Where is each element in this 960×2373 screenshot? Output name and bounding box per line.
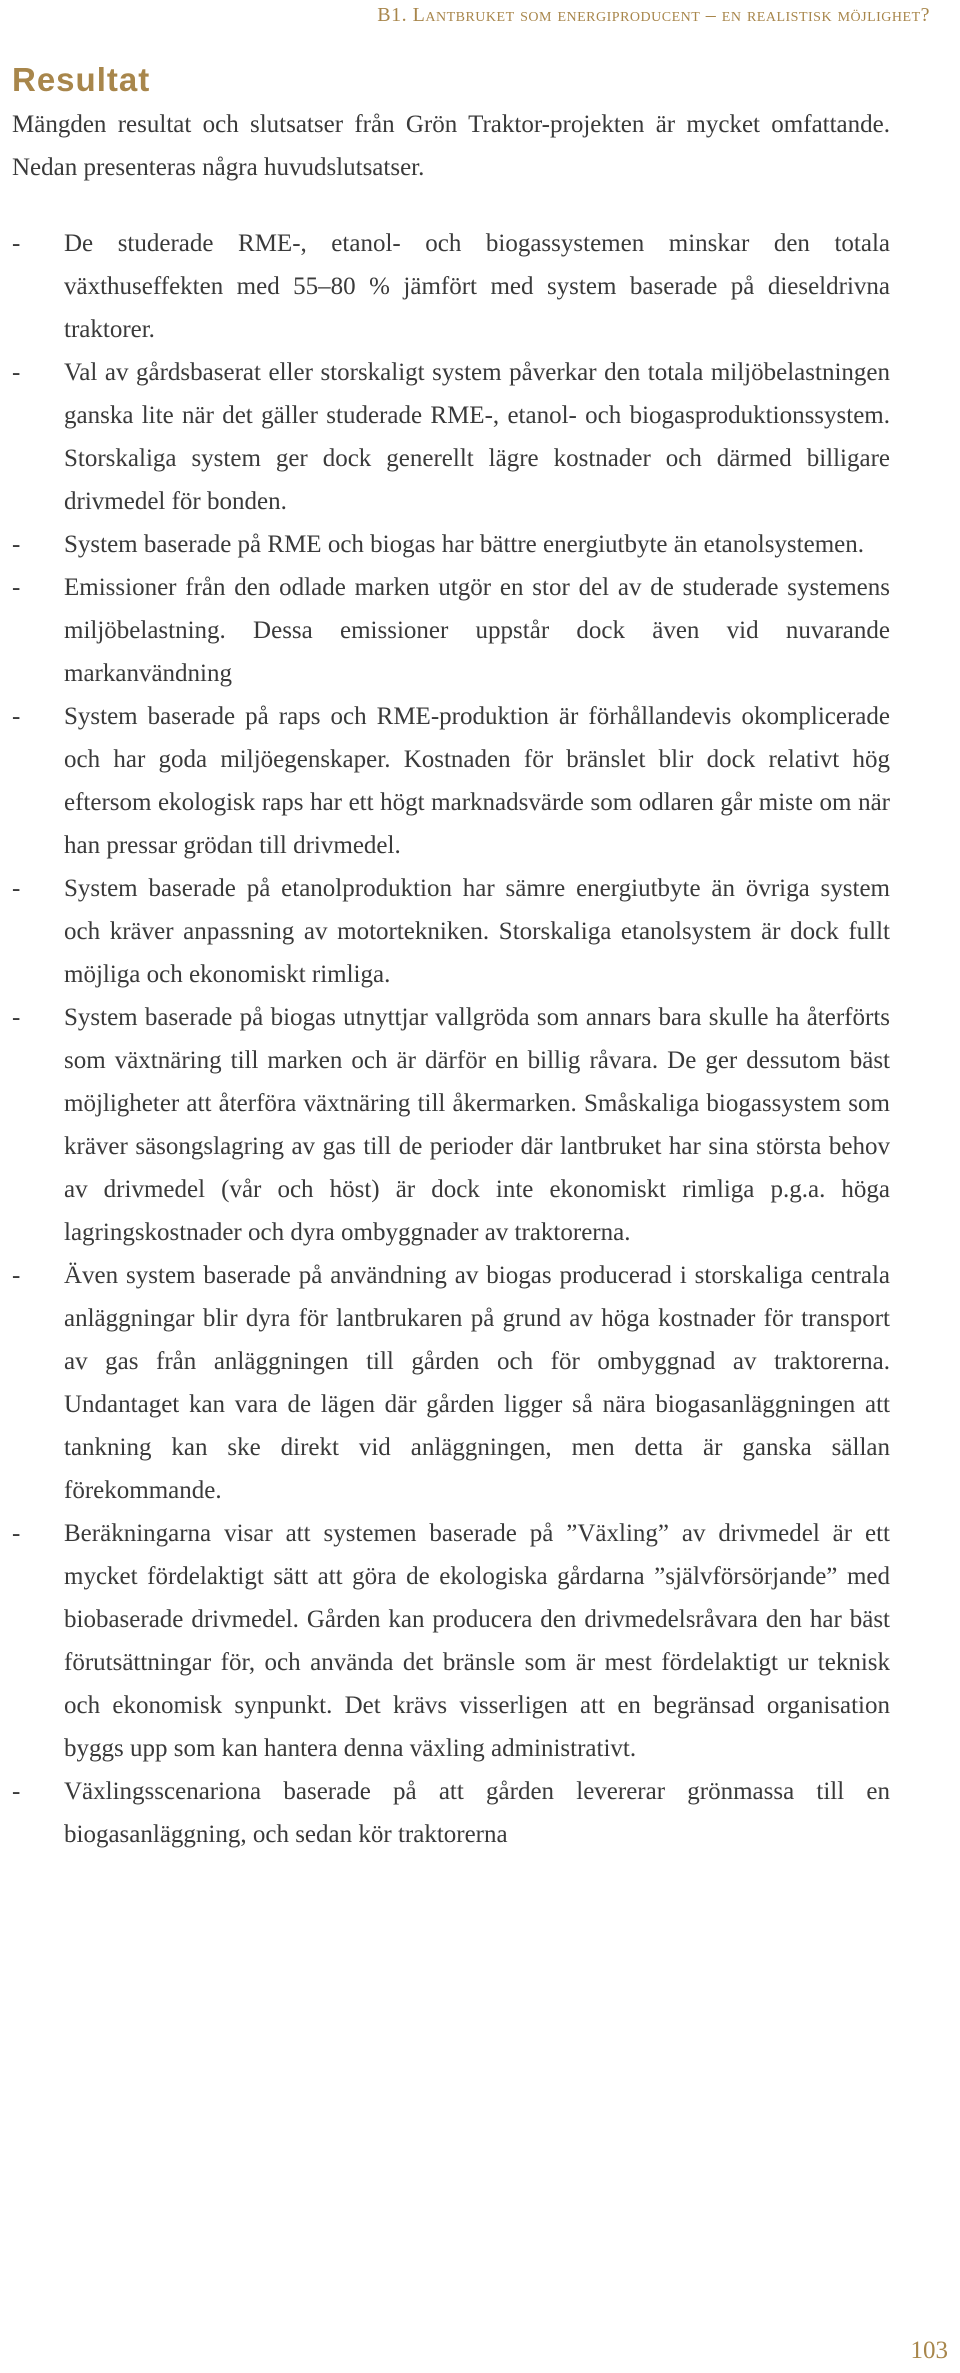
list-item bbox=[12, 523, 890, 566]
list-item bbox=[12, 996, 890, 1254]
list-item-text: Beräkningarna visar att systemen baserade på ”Växling” av drivmedel är ett mycket fördelaktigt sätt att göra de ekologiska gårdarna ”självförsörjande” med biobaserade drivmedel. Gården kan producera den drivmedelsråvara den har bäst förutsättningar för, och använda det bränsle som är mest fördelaktigt ur teknisk och ekonomisk synpunkt. Det krävs visserligen att en begränsad organisation byggs upp som kan hantera denna växling administrativt. bbox=[64, 1520, 890, 1762]
list-item bbox=[12, 1512, 890, 1770]
list-item-text: Växlingsscenariona baserade på att gården levererar grönmassa till en biogasanläggning, och sedan kör traktorerna bbox=[64, 1778, 890, 1848]
list-item-text: Val av gårdsbaserat eller storskaligt system påverkar den totala miljöbelastningen ganska lite när det gäller studerade RME-, etanol- och biogasproduktionssystem. Storskaliga system ger dock generellt lägre kostnader och därmed billigare drivmedel för bonden. bbox=[64, 359, 890, 515]
page-content bbox=[12, 60, 890, 1856]
page-number: 103 bbox=[910, 2337, 948, 2364]
bullet-dash: - bbox=[12, 531, 21, 558]
list-item bbox=[12, 351, 890, 523]
list-item-text: System baserade på raps och RME-produktion är förhållandevis okomplicerade och har goda miljöegenskaper. Kostnaden för bränslet blir dock relativt hög eftersom ekologisk raps har ett högt marknadsvärde som odlaren går miste om när han pressar grödan till drivmedel. bbox=[64, 703, 890, 859]
bullet-dash: - bbox=[12, 230, 21, 257]
list-item-text: System baserade på biogas utnyttjar vallgröda som annars bara skulle ha återförts som växtnäring till marken och är därför en billig råvara. De ger dessutom bäst möjligheter att återföra växtnäring till åkermarken. Småskaliga biogassystem som kräver säsongslagring av gas till de perioder där lantbruket har sina största behov av drivmedel (vår och höst) är dock inte ekonomiskt rimliga p.g.a. höga lagringskostnader och dyra ombyggnader av traktorerna. bbox=[64, 1004, 890, 1246]
section-title: Resultat bbox=[12, 61, 151, 98]
findings-list bbox=[12, 222, 890, 1856]
bullet-dash: - bbox=[12, 574, 21, 601]
bullet-dash: - bbox=[12, 875, 21, 902]
list-item-text: De studerade RME-, etanol- och biogassystemen minskar den totala växthuseffekten med 55–80 % jämfört med system baserade på dieseldrivna traktorer. bbox=[64, 230, 890, 343]
list-item bbox=[12, 222, 890, 351]
bullet-dash: - bbox=[12, 1262, 21, 1289]
list-item-text: Även system baserade på användning av biogas producerad i storskaliga centrala anläggningar blir dyra för lantbrukaren på grund av höga kostnader för transport av gas från anläggningen till gården och för ombyggnad av traktorerna. Undantaget kan vara de lägen där gården ligger så nära biogasanläggningen att tankning kan ske direkt vid anläggningen, men detta är ganska sällan förekommande. bbox=[64, 1262, 890, 1504]
list-item-text: System baserade på etanolproduktion har sämre energiutbyte än övriga system och kräver anpassning av motortekniken. Storskaliga etanolsystem är dock fullt möjliga och ekonomiskt rimliga. bbox=[64, 875, 890, 988]
running-header: B1. Lantbruket som energiproducent – en realistisk möjlighet? bbox=[377, 4, 930, 26]
bullet-dash: - bbox=[12, 359, 21, 386]
list-item bbox=[12, 1770, 890, 1856]
list-item bbox=[12, 1254, 890, 1512]
list-item-text: System baserade på RME och biogas har bättre energiutbyte än etanolsystemen. bbox=[64, 531, 864, 558]
list-item bbox=[12, 566, 890, 695]
bullet-dash: - bbox=[12, 703, 21, 730]
bullet-dash: - bbox=[12, 1520, 21, 1547]
bullet-dash: - bbox=[12, 1778, 21, 1805]
list-item-text: Emissioner från den odlade marken utgör en stor del av de studerade systemens miljöbelastning. Dessa emissioner uppstår dock även vid nuvarande markanvändning bbox=[64, 574, 890, 687]
bullet-dash: - bbox=[12, 1004, 21, 1031]
list-item bbox=[12, 867, 890, 996]
list-item bbox=[12, 695, 890, 867]
intro-paragraph: Mängden resultat och slutsatser från Grön Traktor-projekten är mycket omfattande. Nedan presenteras några huvudslutsatser. bbox=[12, 111, 890, 181]
